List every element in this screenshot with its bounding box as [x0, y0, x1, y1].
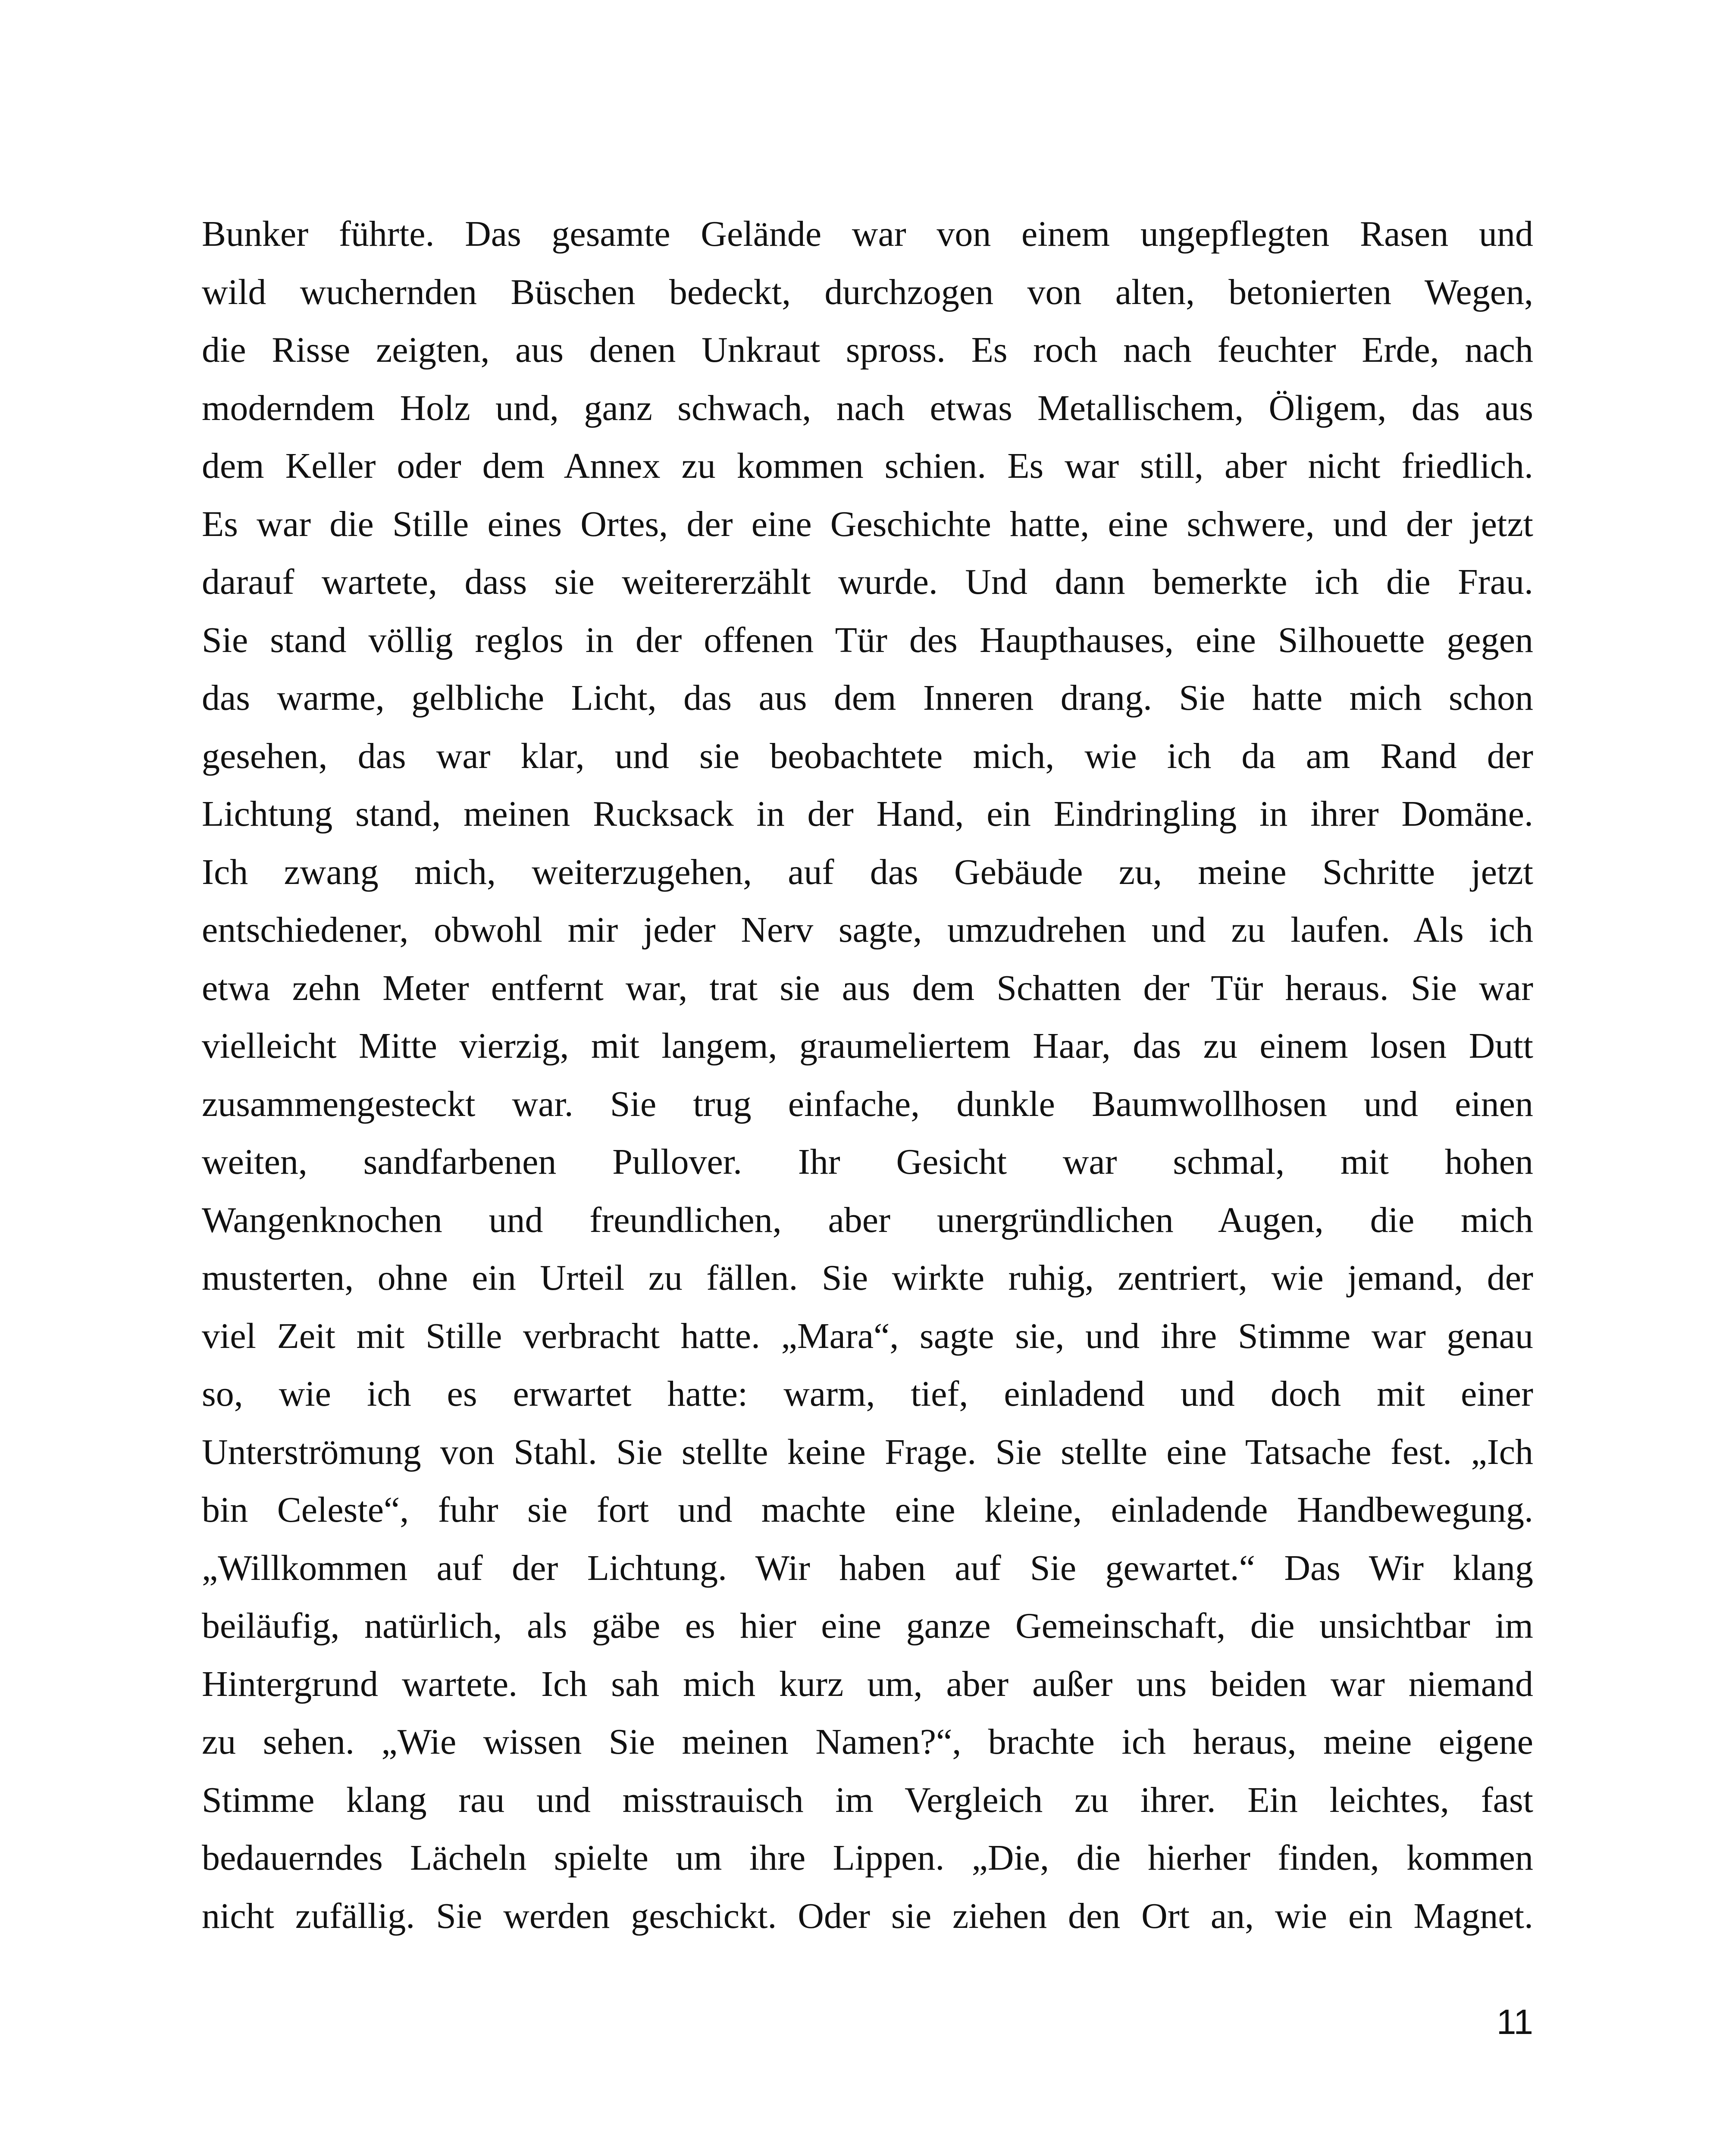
- text-line: zusammengesteckt war. Sie trug einfache, dunkle Baumwollhosen und einen: [202, 1084, 1533, 1124]
- text-line: wild wuchernden Büschen bedeckt, durchzogen von alten, betonierten Wegen,: [202, 272, 1533, 312]
- text-line: viel Zeit mit Stille verbracht hatte. „Mara“, sagte sie, und ihre Stimme war genau: [202, 1316, 1533, 1356]
- text-line: Lichtung stand, meinen Rucksack in der Hand, ein Eindringling in ihrer Domäne.: [202, 794, 1533, 834]
- text-line: gesehen, das war klar, und sie beobachtete mich, wie ich da am Rand der: [202, 736, 1533, 776]
- text-line: beiläufig, natürlich, als gäbe es hier eine ganze Gemeinschaft, die unsichtbar im: [202, 1606, 1533, 1646]
- text-line: Bunker führte. Das gesamte Gelände war von einem ungepflegten Rasen und: [202, 214, 1533, 254]
- text-line: Stimme klang rau und misstrauisch im Vergleich zu ihrer. Ein leichtes, fast: [202, 1780, 1533, 1820]
- text-line: die Risse zeigten, aus denen Unkraut spross. Es roch nach feuchter Erde, nach: [202, 330, 1533, 370]
- body-text: [202, 205, 1533, 1945]
- text-line: Unterströmung von Stahl. Sie stellte keine Frage. Sie stellte eine Tatsache fest. „Ich: [202, 1432, 1533, 1472]
- text-line: bedauerndes Lächeln spielte um ihre Lippen. „Die, die hierher finden, kommen: [202, 1838, 1533, 1878]
- text-line: etwa zehn Meter entfernt war, trat sie aus dem Schatten der Tür heraus. Sie war: [202, 968, 1533, 1008]
- text-line: dem Keller oder dem Annex zu kommen schien. Es war still, aber nicht friedlich.: [202, 446, 1533, 486]
- text-line: vielleicht Mitte vierzig, mit langem, graumeliertem Haar, das zu einem losen Dutt: [202, 1026, 1533, 1066]
- text-line: „Willkommen auf der Lichtung. Wir haben auf Sie gewartet.“ Das Wir klang: [202, 1548, 1533, 1588]
- text-line: entschiedener, obwohl mir jeder Nerv sagte, umzudrehen und zu laufen. Als ich: [202, 910, 1533, 950]
- text-line: Es war die Stille eines Ortes, der eine Geschichte hatte, eine schwere, und der jetzt: [202, 504, 1533, 544]
- text-line: das warme, gelbliche Licht, das aus dem Inneren drang. Sie hatte mich schon: [202, 678, 1533, 718]
- text-line: weiten, sandfarbenen Pullover. Ihr Gesicht war schmal, mit hohen: [202, 1142, 1533, 1182]
- text-line: musterten, ohne ein Urteil zu fällen. Sie wirkte ruhig, zentriert, wie jemand, der: [202, 1258, 1533, 1298]
- text-line: Wangenknochen und freundlichen, aber unergründlichen Augen, die mich: [202, 1200, 1533, 1240]
- text-line: moderndem Holz und, ganz schwach, nach etwas Metallischem, Öligem, das aus: [202, 388, 1533, 428]
- text-line: zu sehen. „Wie wissen Sie meinen Namen?“, brachte ich heraus, meine eigene: [202, 1722, 1533, 1762]
- text-line: bin Celeste“, fuhr sie fort und machte eine kleine, einladende Handbewegung.: [202, 1490, 1533, 1530]
- text-line: darauf wartete, dass sie weitererzählt wurde. Und dann bemerkte ich die Frau.: [202, 562, 1533, 602]
- text-line: so, wie ich es erwartet hatte: warm, tief, einladend und doch mit einer: [202, 1374, 1533, 1414]
- text-line: Hintergrund wartete. Ich sah mich kurz um, aber außer uns beiden war niemand: [202, 1664, 1533, 1704]
- text-line: Ich zwang mich, weiterzugehen, auf das Gebäude zu, meine Schritte jetzt: [202, 852, 1533, 892]
- page-number: 11: [1496, 2002, 1533, 2042]
- text-line: nicht zufällig. Sie werden geschickt. Oder sie ziehen den Ort an, wie ein Magnet.: [202, 1896, 1533, 1936]
- text-line: Sie stand völlig reglos in der offenen Tür des Haupthauses, eine Silhouette gegen: [202, 620, 1533, 660]
